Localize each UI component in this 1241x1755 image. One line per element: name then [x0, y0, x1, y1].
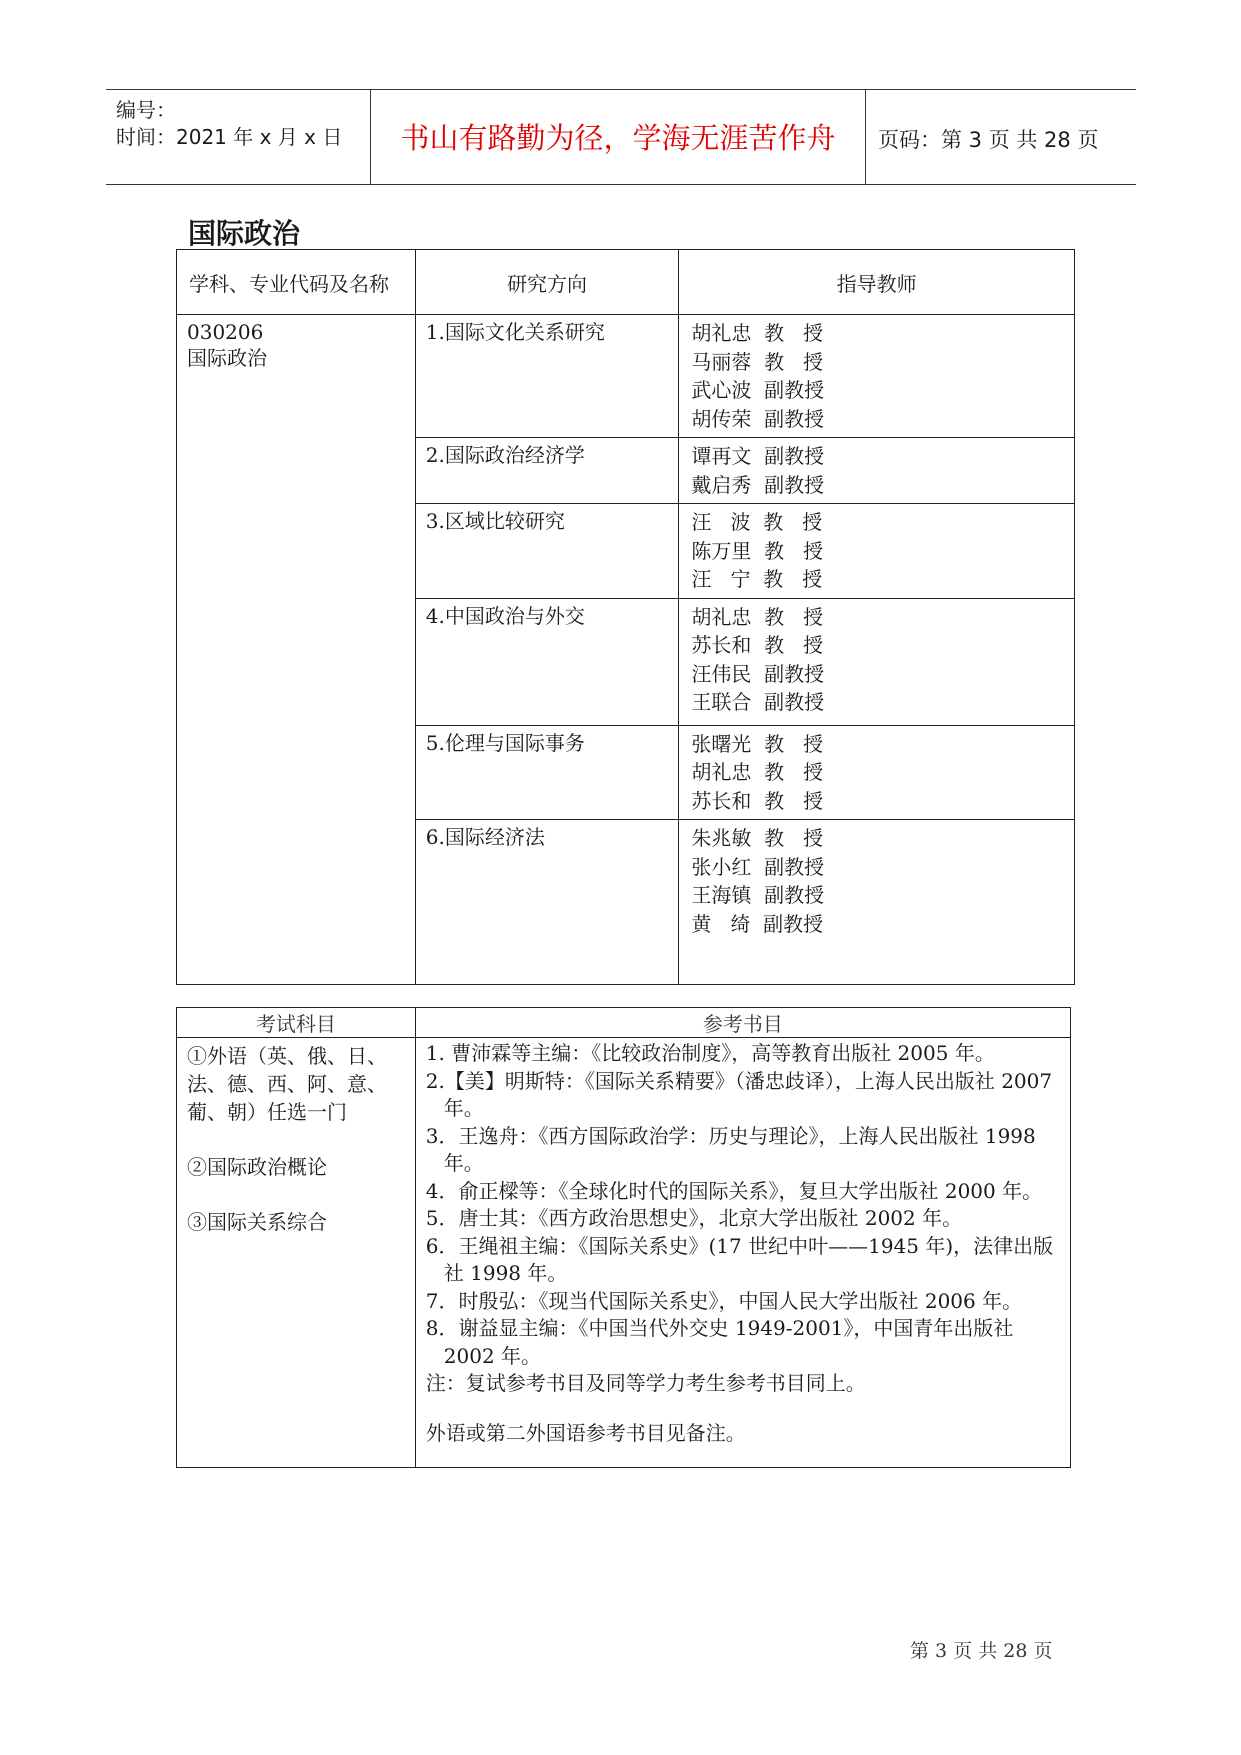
column-header-discipline: 学科、专业代码及名称: [177, 250, 416, 315]
reference-books-cell: [415, 1038, 1070, 1468]
column-header-reference-books: 参考书目: [415, 1008, 1070, 1038]
advisor-list: [679, 598, 1075, 725]
advisor-entry: 王联合 副教授: [691, 690, 825, 714]
exam-table: [176, 1007, 1071, 1468]
research-direction: 1.国际文化关系研究: [415, 315, 679, 438]
discipline-cell: [177, 315, 416, 985]
page-footer: 第 3 页 共 28 页: [910, 1640, 1053, 1662]
exam-subject: ①外语（英、俄、日、法、德、西、阿、意、葡、朝）任选一门: [187, 1044, 387, 1124]
advisor-entry: 苏长和 教 授: [691, 788, 824, 813]
advisor-entry: 汪 宁 教 授: [691, 567, 823, 591]
advisor-entry: 陈万里 教 授: [691, 538, 824, 563]
table-row: [177, 315, 1075, 438]
page-header: [106, 89, 1136, 185]
advisor-entry: 胡礼忠 教 授: [691, 604, 824, 629]
section-title: 国际政治: [188, 217, 301, 250]
discipline-name: 国际政治: [187, 346, 267, 370]
discipline-code: 030206: [187, 320, 264, 344]
reference-note: 注：复试参考书目及同等学力考生参考书目同上。: [425, 1371, 866, 1395]
header-page-cell: [866, 90, 1136, 184]
reference-book: 3．王逸舟：《西方国际政治学：历史与理论》，上海人民出版社 1998 年。: [425, 1123, 1036, 1175]
advisor-list: [679, 315, 1075, 438]
exam-subject: ③国际关系综合: [187, 1210, 327, 1234]
advisor-entry: 谭再文 副教授: [691, 444, 825, 468]
reference-book: 7．时殷弘：《现当代国际关系史》，中国人民大学出版社 2006 年。: [425, 1288, 1023, 1313]
advisor-entry: 张曙光 教 授: [691, 731, 824, 756]
reference-book: 5．唐士其：《西方政治思想史》，北京大学出版社 2002 年。: [425, 1206, 963, 1230]
exam-table-header: [177, 1008, 1071, 1038]
document-time-label: 时间：2021 年 x 月 x 日: [116, 125, 343, 149]
research-direction: 2.国际政治经济学: [415, 438, 679, 504]
advisor-entry: 武心波 副教授: [691, 378, 825, 402]
header-motto: 书山有路勤为径，学海无涯苦作舟: [400, 121, 836, 155]
reference-note: 外语或第二外国语参考书目见备注。: [425, 1420, 746, 1445]
column-header-direction: 研究方向: [415, 250, 679, 315]
reference-book: 6．王绳祖主编：《国际关系史》(17 世纪中叶——1945 年)，法律出版社 1998 年。: [425, 1233, 1054, 1285]
research-direction: 6.国际经济法: [415, 820, 679, 985]
advisor-entry: 胡礼忠 教 授: [691, 760, 824, 784]
header-motto-cell: [371, 90, 866, 184]
table-row: [177, 1038, 1071, 1468]
advisor-entry: 戴启秀 副教授: [691, 472, 825, 497]
advisor-list: [679, 438, 1075, 504]
advisor-entry: 朱兆敏 教 授: [691, 826, 824, 850]
advisor-entry: 黄 绮 副教授: [691, 911, 824, 936]
advisor-entry: 胡礼忠 教 授: [691, 321, 824, 345]
advisor-entry: 汪伟民 副教授: [691, 661, 825, 686]
advisor-entry: 张小红 副教授: [691, 854, 825, 879]
spacer: [426, 1398, 1060, 1420]
research-direction: 3.区域比较研究: [415, 504, 679, 599]
reference-book: 2.【美】明斯特：《国际关系精要》（潘忠歧译），上海人民出版社 2007 年。: [425, 1068, 1053, 1120]
reference-book: 4．俞正樑等：《全球化时代的国际关系》，复旦大学出版社 2000 年。: [425, 1178, 1043, 1203]
advisor-entry: 汪 波 教 授: [691, 510, 823, 534]
advisor-table-header: [177, 250, 1075, 315]
research-direction: 4.中国政治与外交: [415, 598, 679, 725]
advisor-entry: 马丽蓉 教 授: [691, 349, 824, 374]
column-header-exam-subjects: 考试科目: [177, 1008, 416, 1038]
advisor-list: [679, 504, 1075, 599]
exam-subjects-cell: [177, 1038, 416, 1468]
advisor-entry: 王海镇 副教授: [691, 883, 825, 907]
column-header-advisors: 指导教师: [679, 250, 1075, 315]
header-page-info: 页码：第 3 页 共 28 页: [878, 128, 1099, 152]
research-direction: 5.伦理与国际事务: [415, 725, 679, 820]
advisor-entry: 苏长和 教 授: [691, 633, 824, 657]
advisor-entry: 胡传荣 副教授: [691, 406, 825, 431]
header-meta-cell: [106, 90, 371, 184]
advisor-table: [176, 249, 1075, 985]
reference-book: 1. 曹沛霖等主编：《比较政治制度》，高等教育出版社 2005 年。: [425, 1041, 995, 1065]
reference-book: 8．谢益显主编：《中国当代外交史 1949-2001》，中国青年出版社 2002 年。: [425, 1316, 1014, 1368]
document-number-label: 编号：: [116, 98, 176, 122]
advisor-list: [679, 725, 1075, 820]
advisor-list: [679, 820, 1075, 985]
exam-subject: ②国际政治概论: [187, 1155, 327, 1179]
